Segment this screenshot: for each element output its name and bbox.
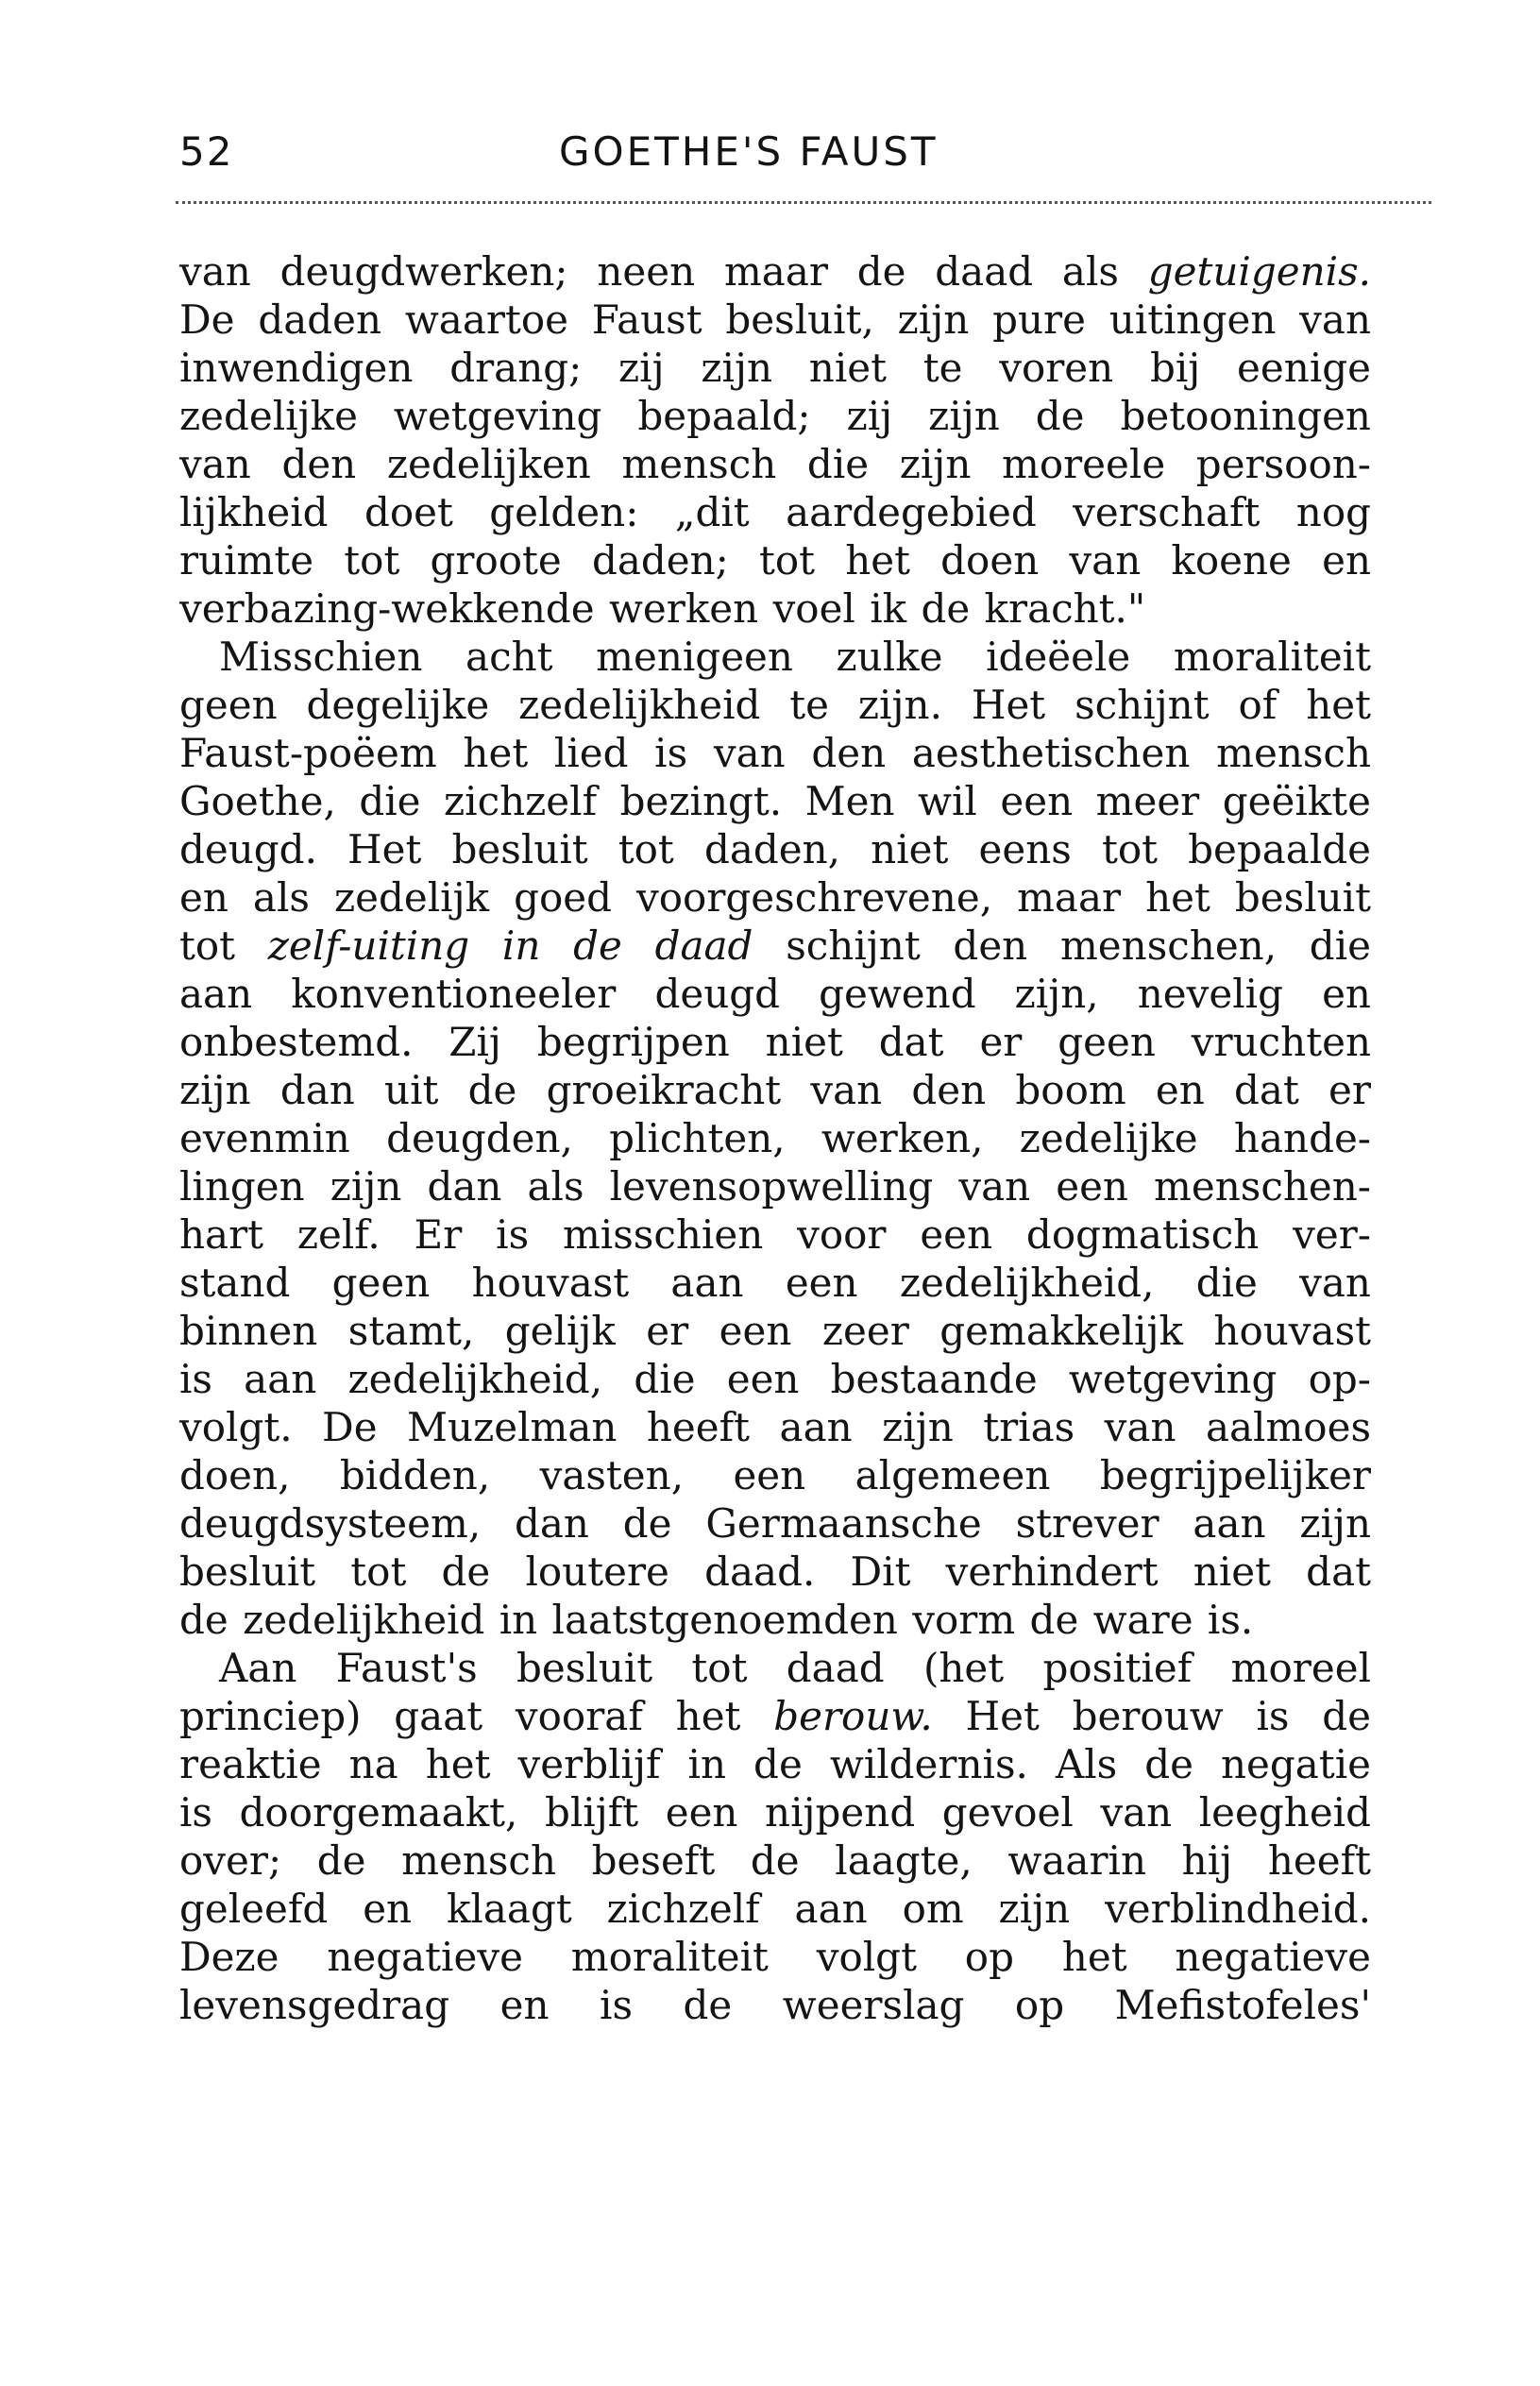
text-span: stand geen houvast aan een zedelijkheid, die van bbox=[179, 1260, 1371, 1306]
text-line bbox=[179, 440, 1371, 488]
text-line bbox=[179, 777, 1371, 825]
text-span: van deugdwerken; neen maar de daad als bbox=[179, 248, 1148, 295]
text-line bbox=[179, 1548, 1371, 1596]
text-span: hart zelf. Er is misschien voor een dogmatisch ver- bbox=[179, 1211, 1371, 1258]
text-span: Aan Faust's besluit tot daad (het positief moreel bbox=[219, 1645, 1371, 1691]
text-span: evenmin deugden, plichten, werken, zedelijke hande- bbox=[179, 1115, 1371, 1161]
text-line bbox=[179, 825, 1371, 873]
text-span: zijn dan uit de groeikracht van den boom en dat er bbox=[179, 1067, 1371, 1113]
text-line bbox=[179, 1981, 1371, 2029]
text-line bbox=[179, 1355, 1371, 1403]
text-line bbox=[179, 392, 1371, 440]
text-span: verbazing-wekkende werken voel ik de kracht." bbox=[179, 585, 1146, 632]
text-span: volgt. De Muzelman heeft aan zijn trias van aalmoes bbox=[179, 1404, 1371, 1450]
header-dotted-rule bbox=[176, 201, 1431, 204]
text-span: aan konventioneeler deugd gewend zijn, nevelig en bbox=[179, 971, 1371, 1017]
text-span: binnen stamt, gelijk er een zeer gemakkelijk houvast bbox=[179, 1308, 1371, 1354]
text-span: Goethe, die zichzelf bezingt. Men wil een meer geëikte bbox=[179, 778, 1371, 824]
text-line bbox=[179, 1499, 1371, 1548]
text-span: van den zedelijken mensch die zijn moreele persoon- bbox=[179, 441, 1371, 487]
text-line bbox=[179, 1210, 1371, 1259]
text-line bbox=[179, 1644, 1371, 1692]
text-line bbox=[179, 1018, 1371, 1066]
text-line bbox=[179, 1403, 1371, 1451]
text-line bbox=[179, 1114, 1371, 1162]
text-line bbox=[179, 1451, 1371, 1499]
text-line bbox=[179, 633, 1371, 681]
text-span: doen, bidden, vasten, een algemeen begrijpelijker bbox=[179, 1452, 1371, 1498]
text-line bbox=[179, 1885, 1371, 1933]
text-line bbox=[179, 1836, 1371, 1885]
running-header bbox=[179, 128, 1430, 185]
text-span: onbestemd. Zij begrijpen niet dat er geen vruchten bbox=[179, 1019, 1371, 1065]
italic-text-span: getuigenis. bbox=[1147, 248, 1371, 295]
text-line bbox=[179, 1307, 1371, 1355]
text-line bbox=[179, 873, 1371, 922]
text-span: princiep) gaat vooraf het bbox=[179, 1693, 774, 1739]
text-line bbox=[179, 970, 1371, 1018]
text-line bbox=[179, 1933, 1371, 1981]
page-number: 52 bbox=[179, 128, 234, 175]
text-span: besluit tot de loutere daad. Dit verhindert niet dat bbox=[179, 1548, 1371, 1595]
text-line bbox=[179, 1259, 1371, 1307]
text-line bbox=[179, 1788, 1371, 1836]
text-span: zedelijke wetgeving bepaald; zij zijn de betooningen bbox=[179, 393, 1371, 439]
text-line bbox=[179, 247, 1371, 296]
text-line bbox=[179, 344, 1371, 392]
text-line bbox=[179, 1162, 1371, 1210]
text-span: reaktie na het verblijf in de wildernis. Als de negatie bbox=[179, 1741, 1371, 1787]
text-span: De daden waartoe Faust besluit, zijn pure uitingen van bbox=[179, 296, 1371, 343]
text-span: lingen zijn dan als levensopwelling van een menschen- bbox=[179, 1163, 1371, 1210]
text-line bbox=[179, 584, 1371, 633]
text-span: Faust-poëem het lied is van den aesthetischen mensch bbox=[179, 730, 1371, 776]
text-span: Misschien acht menigeen zulke ideëele moraliteit bbox=[219, 634, 1371, 680]
text-span: Het berouw is de bbox=[932, 1693, 1371, 1739]
italic-text-span: berouw. bbox=[773, 1693, 933, 1739]
text-line bbox=[179, 1740, 1371, 1788]
text-span: Deze negatieve moraliteit volgt op het negatieve bbox=[179, 1934, 1371, 1980]
text-span: over; de mensch beseft de laagte, waarin hij heeft bbox=[179, 1837, 1371, 1884]
text-line bbox=[179, 922, 1371, 970]
text-line bbox=[179, 1692, 1371, 1740]
text-line bbox=[179, 488, 1371, 536]
text-span: ruimte tot groote daden; tot het doen van koene en bbox=[179, 537, 1371, 584]
text-span: deugd. Het besluit tot daden, niet eens tot bepaalde bbox=[179, 826, 1371, 872]
italic-text-span: zelf-uiting in de daad bbox=[267, 922, 753, 969]
text-span: deugdsysteem, dan de Germaansche strever aan zijn bbox=[179, 1500, 1371, 1547]
body-text bbox=[179, 247, 1371, 2029]
text-span: levensgedrag en is de weerslag op Mefistofeles' bbox=[179, 1982, 1371, 2028]
text-span: schijnt den menschen, die bbox=[753, 922, 1371, 969]
text-span: inwendigen drang; zij zijn niet te voren bij eenige bbox=[179, 345, 1371, 391]
text-line bbox=[179, 536, 1371, 584]
text-line bbox=[179, 681, 1371, 729]
text-span: geen degelijke zedelijkheid te zijn. Het schijnt of het bbox=[179, 682, 1371, 728]
running-title: GOETHE'S FAUST bbox=[559, 128, 939, 175]
text-span: is doorgemaakt, blijft een nijpend gevoel van leegheid bbox=[179, 1789, 1371, 1836]
text-span: tot bbox=[179, 922, 268, 969]
text-line bbox=[179, 729, 1371, 777]
text-span: is aan zedelijkheid, die een bestaande wetgeving op- bbox=[179, 1356, 1371, 1402]
text-line bbox=[179, 1066, 1371, 1114]
text-span: en als zedelijk goed voorgeschrevene, maar het besluit bbox=[179, 874, 1371, 921]
text-span: de zedelijkheid in laatstgenoemden vorm de ware is. bbox=[179, 1597, 1254, 1643]
text-span: lijkheid doet gelden: „dit aardegebied verschaft nog bbox=[179, 489, 1371, 535]
text-span: geleefd en klaagt zichzelf aan om zijn verblindheid. bbox=[179, 1886, 1371, 1932]
text-line bbox=[179, 1596, 1371, 1644]
text-line bbox=[179, 296, 1371, 344]
